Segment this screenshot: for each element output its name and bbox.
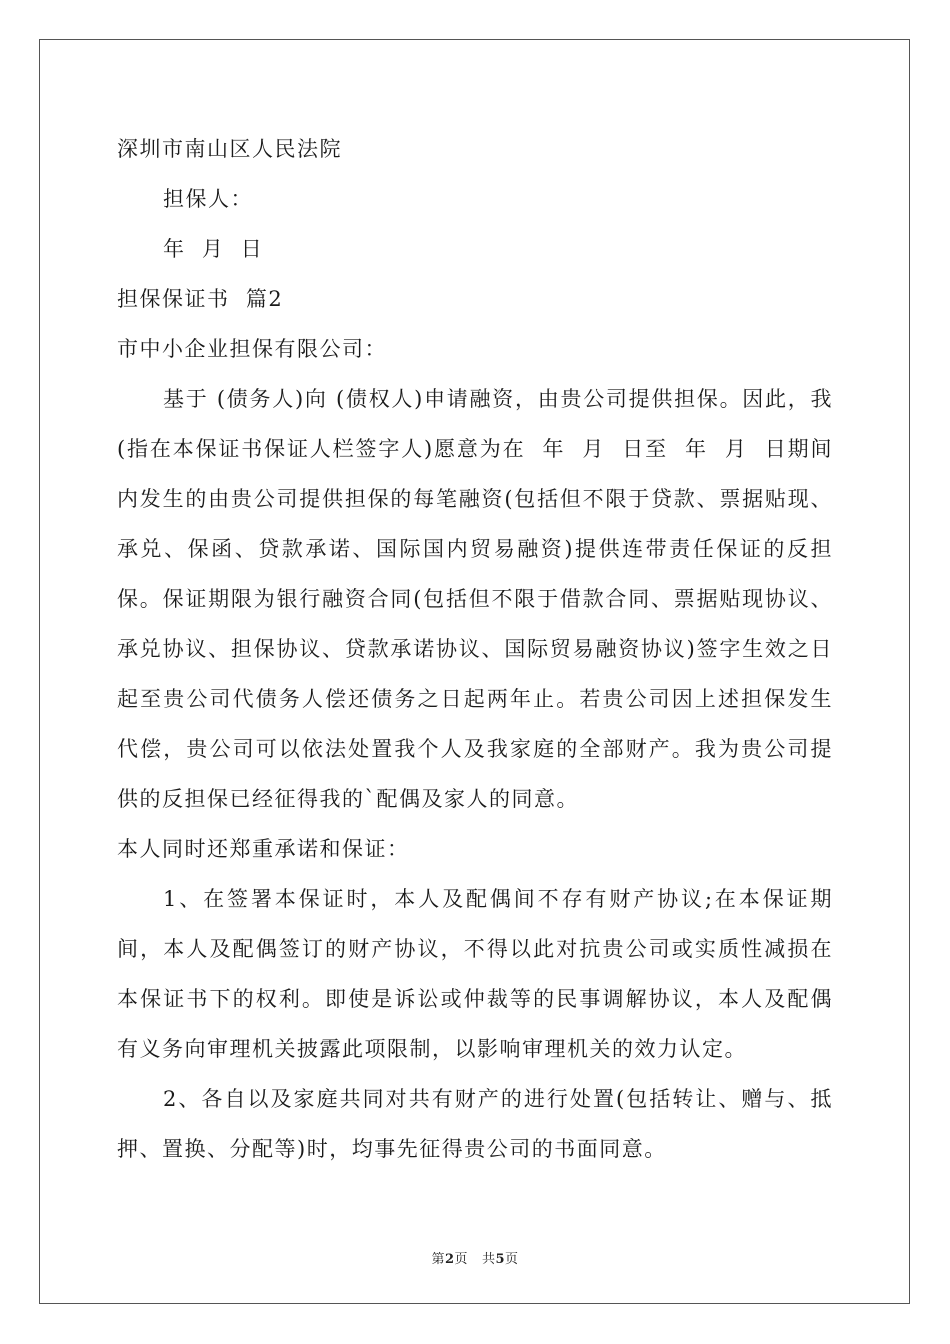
page-footer — [0, 1248, 950, 1267]
footer-total-prefix: 共 — [481, 1252, 496, 1267]
main-paragraph: 基于 (债务人)向 (债权人)申请融资，由贵公司提供担保。因此，我(指在本保证书保证人栏签字人)愿意为在 年 月 日至 年 月 日期间内发生的由贵公司提供担保的每笔融资(包括但不限于贷款、票据贴现、承兑、保函、贷款承诺、国际国内贸易融资)提供连带责任保证的反担保。保证期限为银行融资合同(包括但不限于借款合同、票据贴现协议、承兑协议、担保协议、贷款承诺协议、国际贸易融资协议)签字生效之日起至贵公司代债务人偿还债务之日起两年止。若贵公司因上述担保发生代偿，贵公司可以依法处置我个人及我家庭的全部财产。我为贵公司提供的反担保已经征得我的`配偶及家人的同意。 — [117, 387, 833, 811]
commitment-item-2: 2、各自以及家庭共同对共有财产的进行处置(包括转让、赠与、抵押、置换、分配等)时，均事先征得贵公司的书面同意。 — [117, 1087, 833, 1161]
document-body — [117, 124, 833, 1174]
date-line: 年 月 日 — [163, 237, 264, 261]
footer-prefix: 第 — [431, 1252, 445, 1267]
commitment-item-1: 1、在签署本保证时，本人及配偶间不存有财产协议;在本保证期间，本人及配偶签订的财产协议，不得以此对抗贵公司或实质性减损在本保证书下的权利。即使是诉讼或仲裁等的民事调解协议，本人及配偶有义务向审理机关披露此项限制，以影响审理机关的效力认定。 — [117, 887, 833, 1061]
guarantor-label: 担保人： — [163, 187, 253, 211]
footer-total-suffix: 页 — [505, 1252, 519, 1267]
addressee: 市中小企业担保有限公司： — [117, 337, 387, 361]
total-pages-number: 5 — [495, 1252, 506, 1267]
commitment-intro: 本人同时还郑重承诺和保证： — [117, 837, 410, 861]
court-name: 深圳市南山区人民法院 — [117, 137, 342, 161]
current-page-number: 2 — [444, 1252, 455, 1267]
footer-page-word: 页 — [454, 1252, 469, 1267]
section-title: 担保保证书 篇2 — [117, 287, 284, 311]
